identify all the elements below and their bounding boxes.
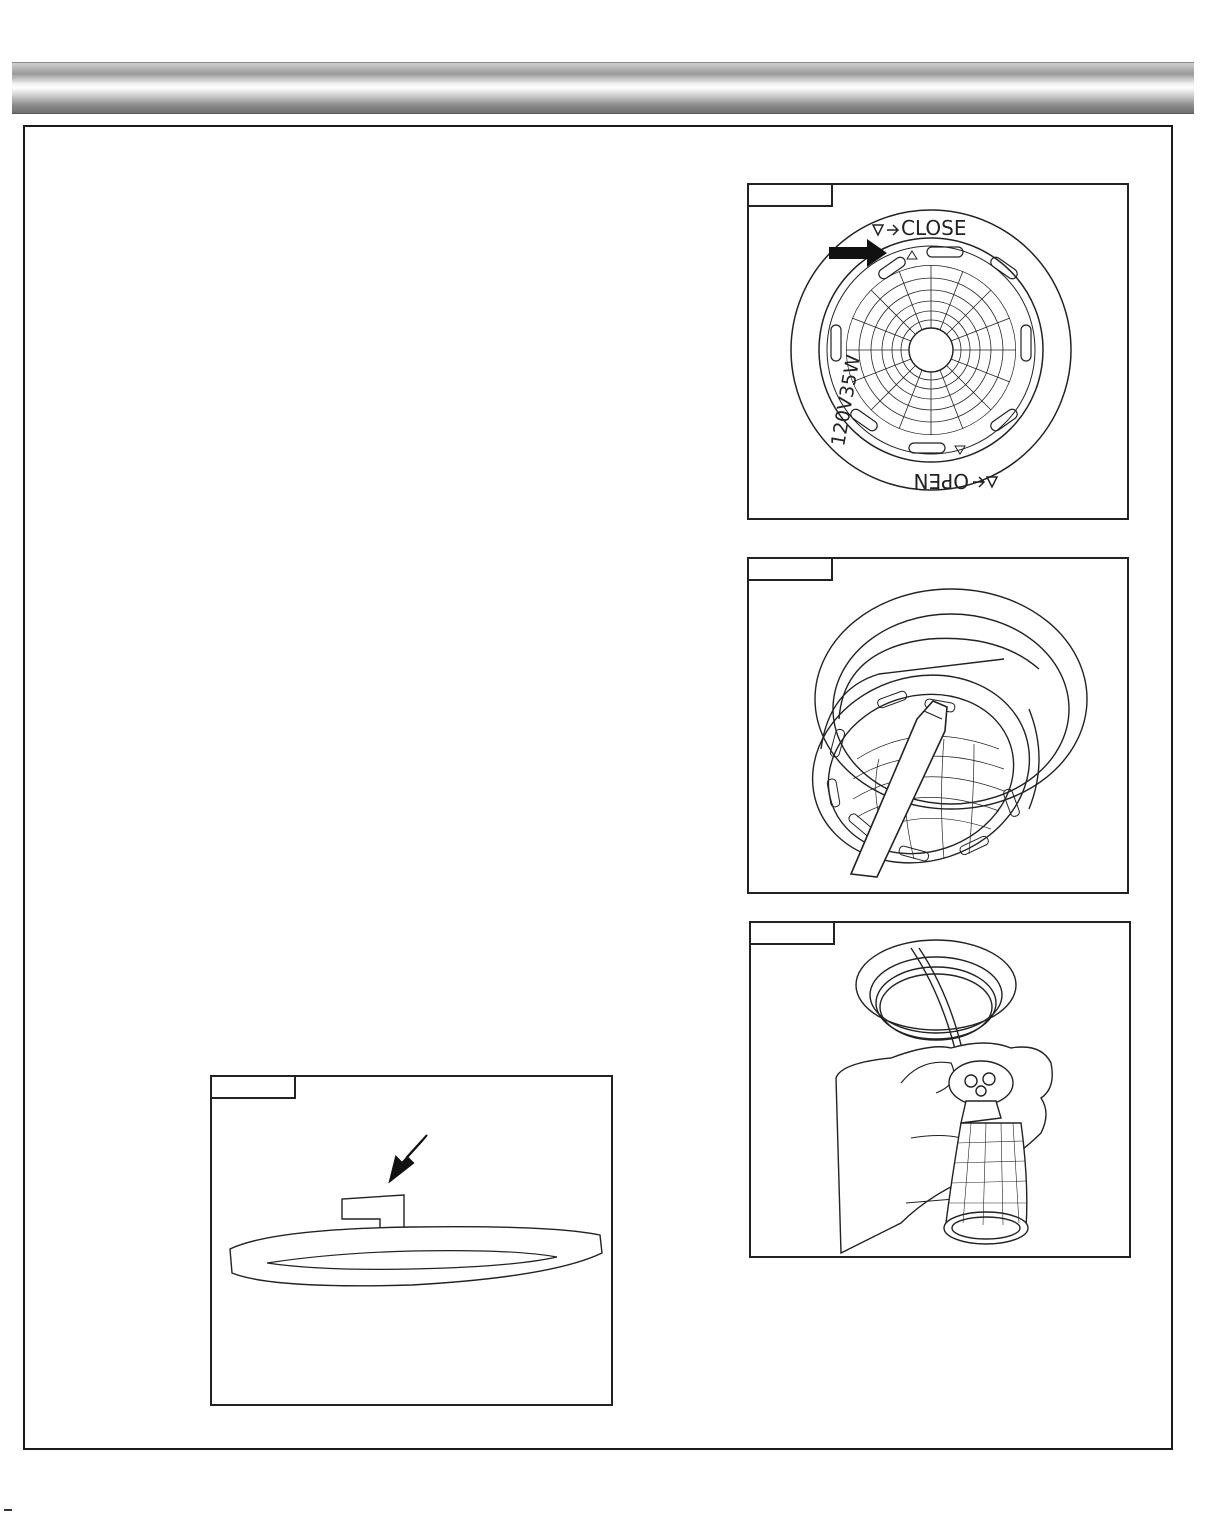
header-bar	[12, 62, 1194, 114]
trim-tab-illustration	[212, 1077, 615, 1408]
remove-lamp-illustration	[751, 923, 1133, 1260]
pry-trim-illustration	[749, 559, 1131, 896]
figure-trim-tab	[210, 1075, 613, 1406]
close-label: CLOSE	[901, 216, 967, 240]
open-label: OPEN	[913, 469, 969, 493]
content-frame	[23, 125, 1173, 1450]
figure-pry-trim	[747, 557, 1129, 894]
page-mark	[4, 1509, 12, 1511]
figure-trim-rotation	[747, 183, 1129, 520]
trim-rotation-illustration	[749, 185, 1131, 522]
figure-remove-lamp	[749, 921, 1131, 1258]
rating-label: 120V35W	[827, 353, 865, 448]
